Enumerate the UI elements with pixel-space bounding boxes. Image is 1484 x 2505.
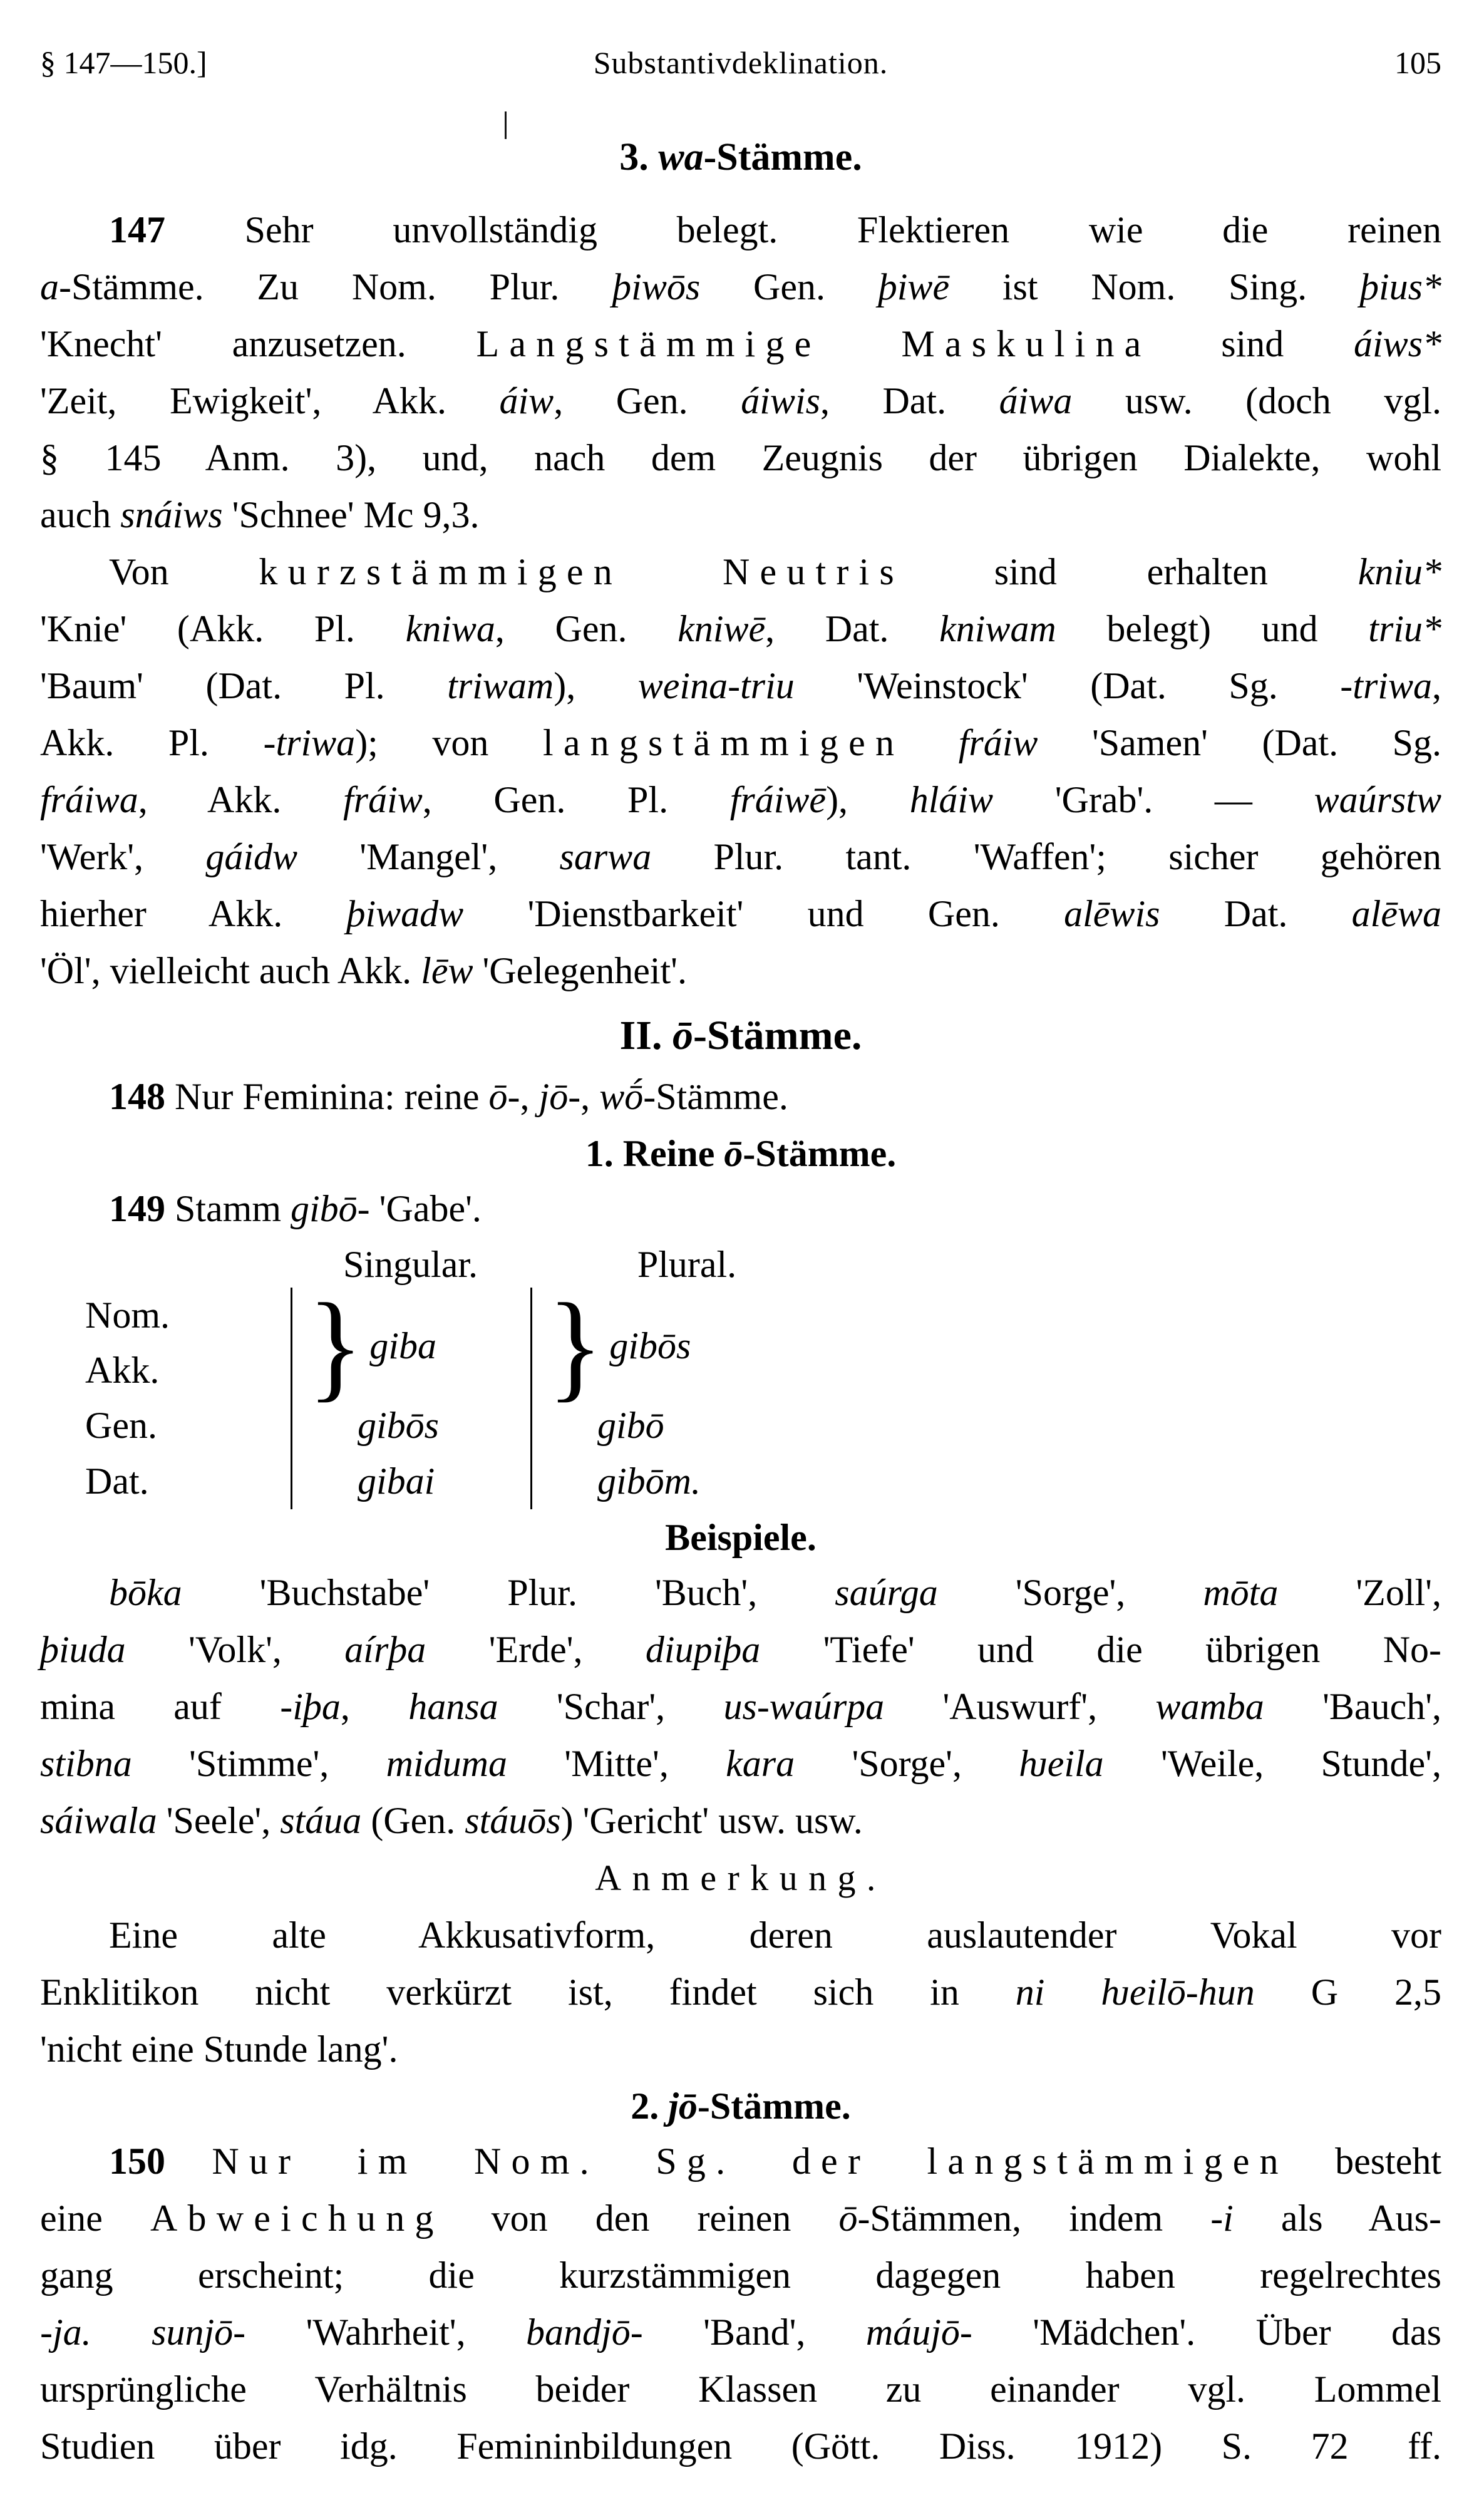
text-segment: -Stämme. xyxy=(693,1013,862,1058)
text-segment: áiwis xyxy=(741,380,820,421)
paragraph-beispiele xyxy=(40,1564,1441,1849)
text-segment: Sehr unvollständig belegt. Flektieren wie die reinen xyxy=(244,209,1442,250)
text-line xyxy=(40,1964,1441,2021)
paragraph-150 xyxy=(40,2133,1441,2475)
text-segment: alēwa xyxy=(1351,893,1441,934)
text-segment: 148 xyxy=(109,1076,175,1117)
text-segment: Stamm xyxy=(175,1188,291,1229)
heading-wa-staemme xyxy=(40,135,1441,179)
text-segment: , Gen. Pl. xyxy=(422,779,730,820)
text-segment: áiwa xyxy=(999,380,1073,421)
text-segment: ); von xyxy=(355,722,543,763)
text-segment: a xyxy=(40,266,59,307)
text-segment: 'Schnee' Mc 9,3. xyxy=(222,494,480,535)
text-segment: wa xyxy=(658,136,704,178)
text-segment xyxy=(91,2311,152,2353)
running-title: Substantivdeklination. xyxy=(593,45,889,80)
text-segment: 'Mitte', xyxy=(507,1743,726,1784)
text-segment: Eine alte Akkusativform, deren auslautender Vokal vor xyxy=(109,1914,1441,1956)
text-line xyxy=(40,430,1441,487)
text-segment: belegt) und xyxy=(1056,608,1369,649)
text-segment: ni ƕeilō-hun xyxy=(1015,1971,1255,2013)
text-segment: 'Samen' (Dat. Sg. xyxy=(1038,722,1442,763)
brace-glyph: } xyxy=(547,1278,604,1413)
paragraph-147-intro xyxy=(40,202,1441,544)
text-line xyxy=(40,2304,1441,2361)
text-segment: 149 xyxy=(109,1188,175,1229)
text-segment: 'Zeit, Ewigkeit', Akk. xyxy=(40,380,500,421)
heading-jo-staemme xyxy=(40,2085,1441,2127)
text-segment: ō xyxy=(672,1013,693,1058)
text-segment: 'Weile, Stunde', xyxy=(1103,1743,1441,1784)
text-segment: eine xyxy=(40,2198,151,2239)
row-label-gen: Gen. xyxy=(85,1405,157,1446)
section-range: § 147—150.] xyxy=(40,45,207,80)
table-header-row xyxy=(40,1241,1441,1288)
table-header-plural: Plural. xyxy=(637,1244,737,1285)
text-line xyxy=(40,1621,1441,1678)
text-segment: 'Seele', xyxy=(157,1800,281,1841)
text-segment: 'Schar', xyxy=(498,1686,724,1727)
text-segment: ist Nom. Sing. xyxy=(949,266,1360,307)
text-line xyxy=(40,886,1441,943)
text-segment: ursprüngliche Verhältnis beider Klassen zu einander vgl. Lommel xyxy=(40,2368,1441,2410)
text-segment: kniwē xyxy=(678,608,766,649)
text-segment: áiw xyxy=(499,380,554,421)
text-segment: stáuōs xyxy=(465,1800,561,1841)
text-segment: kniwa xyxy=(405,608,495,649)
text-segment: 'Werk', xyxy=(40,836,206,877)
text-segment: 'Knecht' anzusetzen. xyxy=(40,323,477,364)
text-line xyxy=(40,2190,1441,2247)
text-line xyxy=(40,487,1441,544)
text-segment: , Dat. xyxy=(820,380,999,421)
text-segment: 'Weinstock' (Dat. Sg. xyxy=(794,665,1341,706)
text-segment: fráiw xyxy=(343,779,423,820)
text-segment: 'Erde', xyxy=(426,1629,646,1670)
text-segment: 'Gelegenheit'. xyxy=(473,950,687,991)
text-segment: jō xyxy=(668,2085,698,2127)
text-segment: Akk. Pl. xyxy=(40,722,264,763)
text-segment: þiuda xyxy=(40,1629,126,1670)
table-header-singular: Singular. xyxy=(343,1244,478,1285)
text-segment: kara xyxy=(726,1743,795,1784)
text-segment xyxy=(904,722,959,763)
table-row-gen xyxy=(40,1398,1441,1454)
text-segment: Langstämmige Maskulina xyxy=(476,323,1152,364)
text-segment: -, xyxy=(568,1076,600,1117)
text-segment: -Stämme. xyxy=(743,1133,897,1174)
text-segment: -triwa xyxy=(263,722,356,763)
text-segment: snáiws xyxy=(120,494,223,535)
text-segment: þiwadw xyxy=(346,893,464,934)
text-line xyxy=(40,1564,1441,1621)
paragraph-anmerkung xyxy=(40,1907,1441,2078)
text-line xyxy=(40,373,1441,430)
text-segment: 'Gabe'. xyxy=(369,1188,482,1229)
text-segment: auch xyxy=(40,494,121,535)
text-segment: ō xyxy=(724,1133,743,1174)
text-segment: 'Volk', xyxy=(125,1629,345,1670)
text-line xyxy=(40,316,1441,373)
text-segment: stibna xyxy=(40,1743,132,1784)
text-segment: Nur Feminina: reine xyxy=(175,1076,489,1117)
paragraph-148 xyxy=(40,1068,1441,1125)
brace-glyph: } xyxy=(307,1278,364,1413)
text-line xyxy=(40,1735,1441,1792)
text-segment: , Akk. xyxy=(138,779,344,820)
text-segment: 'Band', xyxy=(642,2311,866,2353)
text-segment: , Dat. xyxy=(765,608,940,649)
text-segment: hláiw xyxy=(909,779,994,820)
text-segment: sáiwala xyxy=(40,1800,157,1841)
text-segment: kniu* xyxy=(1358,551,1441,592)
cell-gen-singular: gibōs xyxy=(291,1398,530,1454)
text-segment: 3. xyxy=(619,136,659,178)
text-segment: -i xyxy=(1210,2198,1234,2239)
row-label-akk: Akk. xyxy=(85,1350,160,1391)
text-segment: þiwē xyxy=(878,266,950,307)
text-segment: (Gen. xyxy=(361,1800,465,1841)
text-segment: hierher Akk. xyxy=(40,893,347,934)
text-segment: aírþa xyxy=(344,1629,426,1670)
text-line xyxy=(40,1907,1441,1964)
text-segment: stáua xyxy=(280,1800,362,1841)
row-label-dat: Dat. xyxy=(85,1460,149,1502)
text-segment: gang erscheint; die kurzstämmigen dagegen haben regelrechtes xyxy=(40,2254,1441,2296)
page-header xyxy=(40,44,1441,81)
text-segment: 'nicht eine Stunde lang'. xyxy=(40,2028,398,2070)
text-line xyxy=(40,2418,1441,2475)
text-segment: II. xyxy=(619,1013,672,1058)
text-segment: -Stämme. Zu Nom. Plur. xyxy=(59,266,613,307)
cell-nom-akk-plural: gibōs xyxy=(609,1325,691,1366)
text-segment: 'Öl', vielleicht auch Akk. xyxy=(40,950,421,991)
text-segment: Enklitikon nicht verkürzt ist, findet sich in xyxy=(40,1971,1016,2013)
text-segment: -ja. xyxy=(40,2311,91,2353)
page-number: 105 xyxy=(1394,45,1441,80)
text-segment: 'Sorge', xyxy=(937,1572,1203,1613)
text-segment: sind xyxy=(1151,323,1354,364)
text-segment: 'Stimme', xyxy=(131,1743,386,1784)
text-line xyxy=(40,544,1441,601)
text-segment: von den reinen xyxy=(443,2198,839,2239)
text-segment: 'Zoll', xyxy=(1278,1572,1441,1613)
text-segment: Dat. xyxy=(1160,893,1352,934)
text-segment: jō xyxy=(538,1076,569,1117)
text-line xyxy=(40,1068,1441,1125)
text-segment: ), xyxy=(826,779,910,820)
text-segment: Nur im Nom. Sg. der langstämmigen xyxy=(212,2141,1289,2182)
text-line xyxy=(40,658,1441,715)
text-segment: ō xyxy=(838,2198,858,2239)
text-segment: G 2,5 xyxy=(1254,1971,1442,2013)
text-segment: sunjō- xyxy=(152,2311,246,2353)
text-segment: sind erhalten xyxy=(904,551,1358,592)
text-line xyxy=(40,2361,1441,2418)
text-segment: , xyxy=(1432,665,1441,706)
text-segment: mina auf xyxy=(40,1686,281,1727)
text-segment: 'Buchstabe' Plur. 'Buch', xyxy=(182,1572,835,1613)
text-segment: us-waúrpa xyxy=(723,1686,885,1727)
text-segment: 'Auswurf', xyxy=(884,1686,1156,1727)
text-line xyxy=(40,772,1441,829)
text-segment: 'Knie' (Akk. Pl. xyxy=(40,608,406,649)
text-segment: -Stämmen, indem xyxy=(857,2198,1211,2239)
text-line xyxy=(40,829,1441,886)
scan-artifact xyxy=(505,111,507,139)
text-segment: Studien über idg. Femininbildungen (Gött. Diss. 1912) S. 72 ff. xyxy=(40,2425,1441,2467)
text-segment: gáidw xyxy=(205,836,298,877)
text-segment: Plur. tant. 'Waffen'; sicher gehören xyxy=(651,836,1441,877)
text-segment: Abweichung xyxy=(150,2198,444,2239)
text-segment: Von xyxy=(109,551,259,592)
text-segment: triwam xyxy=(447,665,554,706)
text-line xyxy=(40,1792,1441,1849)
text-segment: 'Dienstbarkeit' und Gen. xyxy=(463,893,1064,934)
text-segment: ) 'Gericht' usw. usw. xyxy=(560,1800,863,1841)
text-segment: saúrga xyxy=(835,1572,938,1613)
table-row-nom-akk xyxy=(40,1278,1441,1413)
cell-dat-plural: gibōm. xyxy=(530,1454,843,1509)
text-segment: 'Mädchen'. Über das xyxy=(972,2311,1441,2353)
text-segment: 'Tiefe' und die übrigen No- xyxy=(760,1629,1442,1670)
text-segment: wṓ xyxy=(599,1076,644,1117)
text-segment: 'Mangel', xyxy=(297,836,560,877)
text-segment: 150 xyxy=(109,2141,212,2182)
heading-o-staemme xyxy=(40,1013,1441,1058)
text-segment: -Stämme. xyxy=(703,136,862,178)
text-segment: waúrstw xyxy=(1314,779,1442,820)
cell-dat-singular: gibai xyxy=(291,1454,530,1509)
text-segment: als Aus- xyxy=(1233,2198,1442,2239)
text-segment: 'Bauch', xyxy=(1264,1686,1442,1727)
text-segment: triu* xyxy=(1368,608,1441,649)
text-segment: wamba xyxy=(1155,1686,1264,1727)
text-segment: § 145 Anm. 3), und, nach dem Zeugnis der übrigen Dialekte, wohl xyxy=(40,437,1441,478)
text-segment: bōka xyxy=(109,1572,182,1613)
text-segment: -iþa xyxy=(280,1686,341,1727)
text-segment: mōta xyxy=(1203,1572,1279,1613)
text-segment: þius* xyxy=(1359,266,1442,307)
cell-gen-plural: gibō xyxy=(530,1398,843,1454)
text-segment: 'Baum' (Dat. Pl. xyxy=(40,665,448,706)
text-segment: -Stämme. xyxy=(697,2085,851,2127)
text-segment: -, xyxy=(507,1076,539,1117)
text-line xyxy=(40,2133,1441,2190)
text-segment: , xyxy=(340,1686,409,1727)
text-segment: kurzstämmigen Neutris xyxy=(259,551,904,592)
text-segment: máujō- xyxy=(865,2311,972,2353)
text-segment: fráiwē xyxy=(729,779,827,820)
text-line xyxy=(40,259,1441,316)
text-line xyxy=(40,2247,1441,2304)
text-segment: miduma xyxy=(386,1743,507,1784)
text-line xyxy=(40,2021,1441,2078)
text-line xyxy=(40,715,1441,772)
text-segment: langstämmigen xyxy=(542,722,905,763)
text-segment: hansa xyxy=(408,1686,498,1727)
text-segment: ƕeila xyxy=(1019,1743,1104,1784)
text-segment: gibō- xyxy=(291,1188,370,1229)
text-segment: fráiwa xyxy=(40,779,138,820)
text-segment: þiwōs xyxy=(612,266,701,307)
text-line xyxy=(40,601,1441,658)
heading-beispiele xyxy=(40,1517,1441,1558)
text-segment: bandjō- xyxy=(526,2311,643,2353)
text-segment: 'Grab'. — xyxy=(993,779,1314,820)
text-segment: , Gen. xyxy=(554,380,741,421)
text-line xyxy=(40,1678,1441,1735)
row-label-nom: Nom. xyxy=(85,1294,170,1336)
text-segment: Beispiele. xyxy=(665,1517,817,1558)
declension-table xyxy=(40,1241,1441,1509)
text-segment: lēw xyxy=(421,950,473,991)
text-segment: 147 xyxy=(109,209,245,250)
text-segment: -Stämme. xyxy=(643,1076,788,1117)
text-segment: 2. xyxy=(631,2085,669,2127)
text-segment: diupiþa xyxy=(645,1629,761,1670)
text-segment: -triwa xyxy=(1340,665,1432,706)
heading-reine-o-staemme xyxy=(40,1133,1441,1174)
text-segment: besteht xyxy=(1288,2141,1442,2182)
text-segment: alēwis xyxy=(1064,893,1160,934)
text-segment: 'Wahrheit', xyxy=(245,2311,527,2353)
text-segment: ō xyxy=(488,1076,508,1117)
table-row-dat xyxy=(40,1454,1441,1509)
text-segment: ), xyxy=(554,665,638,706)
text-line xyxy=(40,943,1441,999)
text-segment: 1. Reine xyxy=(585,1133,724,1174)
text-segment: Anmerkung. xyxy=(595,1857,887,1898)
heading-anmerkung xyxy=(40,1858,1441,1898)
text-segment: sarwa xyxy=(559,836,652,877)
paragraph-147-neutra xyxy=(40,544,1441,999)
text-segment: , Gen. xyxy=(495,608,678,649)
text-segment: Gen. xyxy=(700,266,879,307)
text-segment: weina-triu xyxy=(637,665,795,706)
text-segment: áiws* xyxy=(1353,323,1441,364)
text-segment: fráiw xyxy=(958,722,1038,763)
text-segment: 'Sorge', xyxy=(795,1743,1019,1784)
paragraph-149 xyxy=(40,1180,1441,1237)
text-line xyxy=(40,202,1441,259)
cell-nom-akk-singular: giba xyxy=(369,1325,436,1366)
text-segment: usw. (doch vgl. xyxy=(1072,380,1441,421)
text-line xyxy=(40,1180,1441,1237)
text-segment: kniwam xyxy=(939,608,1056,649)
